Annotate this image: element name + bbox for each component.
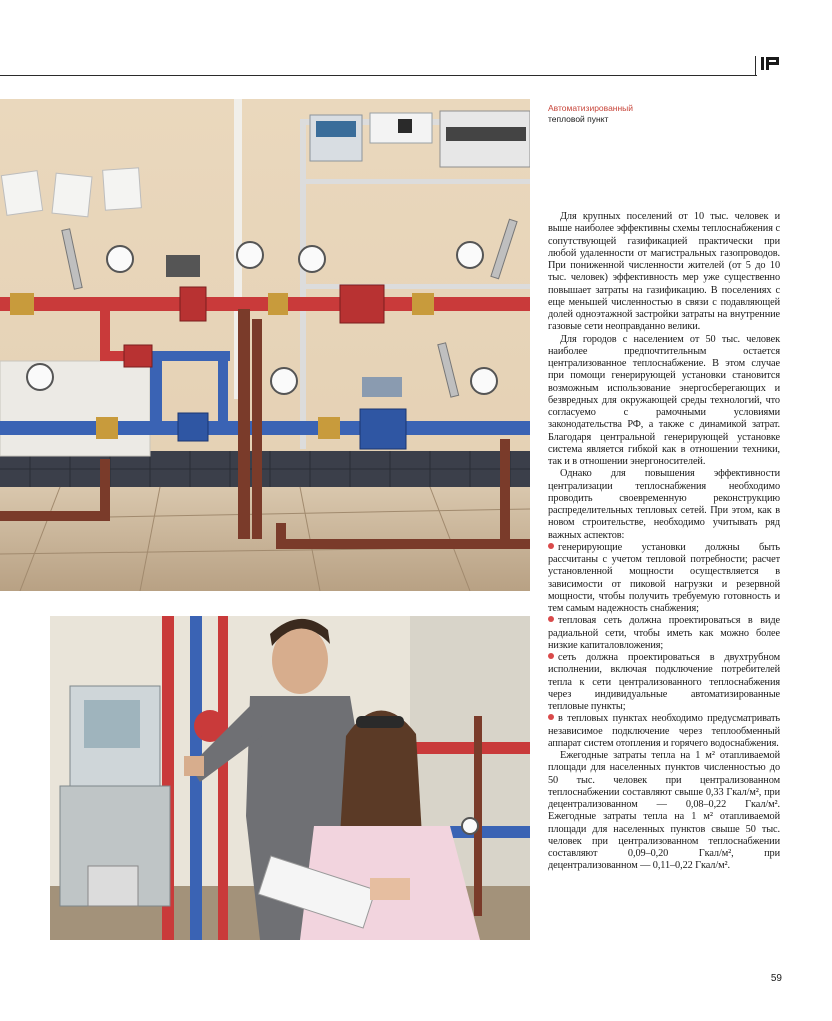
magazine-logo-icon <box>761 56 781 70</box>
bullet-icon <box>548 543 554 549</box>
bullet-icon <box>548 653 554 659</box>
bullet-icon <box>548 616 554 622</box>
paragraph-3: Однако для повышения эффективности централизации теплоснабжения необходимо проводить своевременную реконструкцию распределительных тепловых сетей. При этом, как в новом строительстве, необходимо учитывать ряд важных аспектов: <box>548 468 780 541</box>
header-rule <box>0 75 757 76</box>
caption-subtitle: тепловой пункт <box>548 114 609 124</box>
aspects-list <box>548 542 780 750</box>
engineers-photo <box>50 616 530 940</box>
paragraph-4: Ежегодные затраты тепла на 1 м² отапливаемой площади для населенных пунктов численностью до 50 тыс. человек при централизованном теплоснабжении составляют свыше 0,33 Гкал/м², при децентрализованном — 0,08–0,22 Гкал/м². Ежегодные затраты тепла на 1 м² отапливаемой площади для населенных пунктов свыше 50 тыс. человек при централизованном теплоснабжении составляют 0,09–0,20 Гкал/м², при децентрализованном — 0,11–0,22 Гкал/м². <box>548 750 780 872</box>
substation-photo <box>0 99 530 591</box>
bullet-icon <box>548 714 554 720</box>
list-item: сеть должна проектироваться в двухтрубном исполнении, включая подключение потребителей тепла к сети централизованного теплоснабжения через индивидуальные автоматизированные тепловые пункты; <box>548 652 780 712</box>
page-number: 59 <box>770 973 782 984</box>
caption-title: Автоматизированный <box>548 103 634 113</box>
header-divider <box>755 56 756 76</box>
list-item: в тепловых пунктах необходимо предусматривать независимое подключение через теплообменный аппарат систем отопления и горячего водоснабжения. <box>548 713 780 749</box>
list-item: генерирующие установки должны быть рассчитаны с учетом тепловой потребности; расчет установленной мощности осуществляется в зависимости от пиковой нагрузки и резервной мощности, чтобы получить требуемую готовность и тем самым надежность снабжения; <box>548 541 780 614</box>
heating-substation-photo-icon <box>0 99 530 591</box>
engineers-at-control-panel-photo-icon <box>50 616 530 940</box>
photo-caption <box>548 103 748 125</box>
paragraph-2: Для городов с населением от 50 тыс. человек наиболее предпочтительным остается централизованное теплоснабжение. В этом случае при помощи генерирующей установки становится возможным использование энергосберегающих и безвредных для окружающей среды технологий, что согласуемо с рамочными условиями законодательства РФ, а также с динамикой затрат. Благодаря центральной генерирующей установке система является гибкой как в отношении техники, так и в отношении энергоносителей. <box>548 333 780 467</box>
list-item: тепловая сеть должна проектироваться в виде радиальной сети, чтобы иметь как можно более низкие капиталовложения; <box>548 615 780 651</box>
paragraph-1: Для крупных поселений от 10 тыс. человек и выше наиболее эффективны схемы теплоснабжения с сопутствующей газификацией практически при любой удаленности от магистральных газопроводов. При пониженной численности жителей (от 5 до 10 тыс. человек) эффективность мер уже существенно повышает затраты на газификацию. В поселениях с еще меньшей численностью в связи с подавляющей долей одноэтажной застройки затраты на внутренние газовые сети неоправданно велики. <box>548 211 780 333</box>
article-column <box>548 211 780 873</box>
